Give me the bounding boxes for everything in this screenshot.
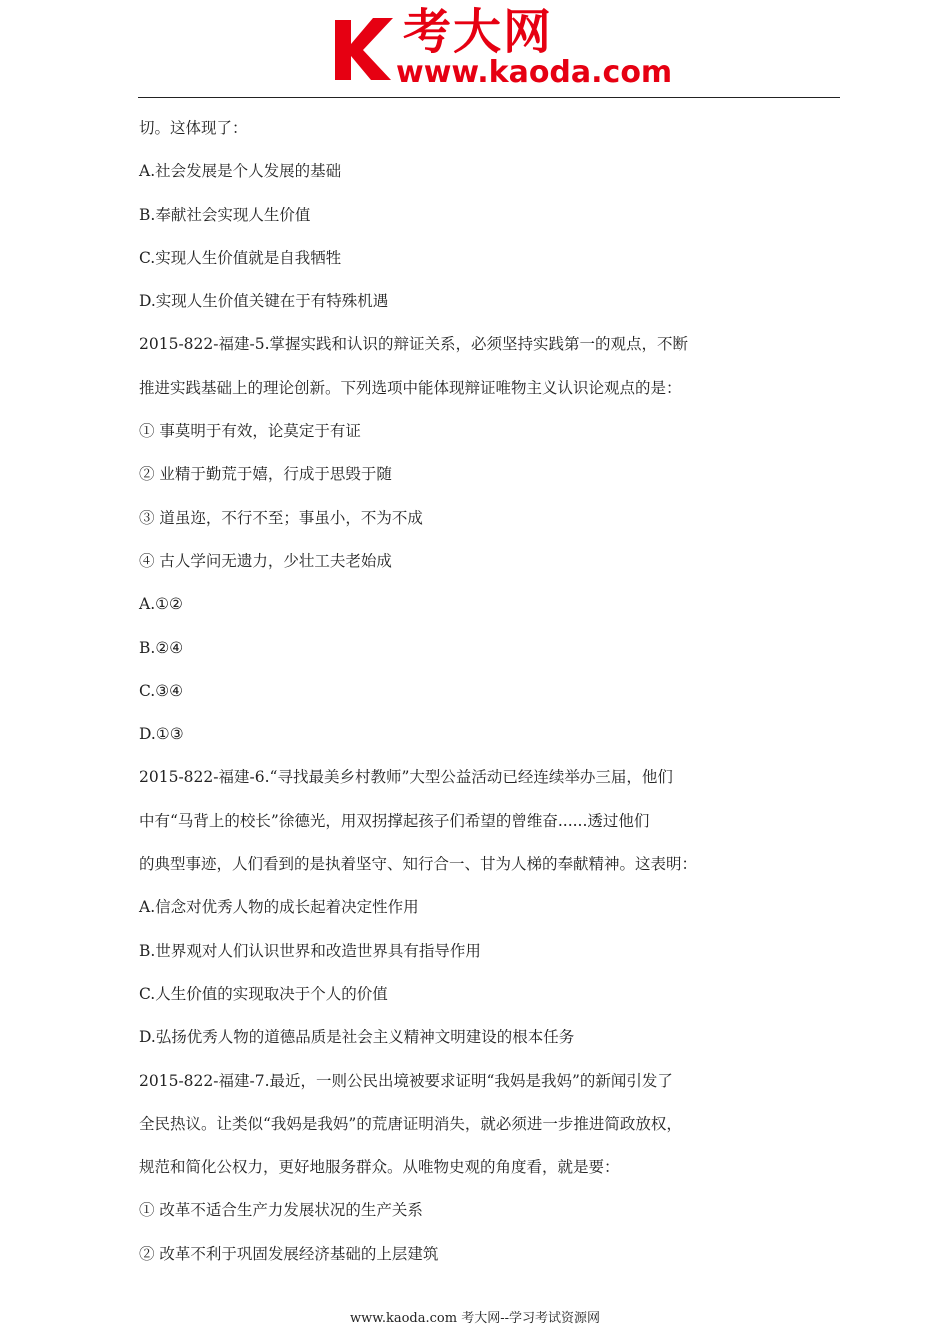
question-line: 中有“马背上的校长”徐德光，用双拐撑起孩子们希望的曾维奋......透过他们 (139, 811, 650, 830)
page-header (0, 0, 950, 100)
option-line: B.奉献社会实现人生价值 (139, 205, 311, 224)
question-line: 全民热议。让类似“我妈是我妈”的荒唐证明消失，就必须进一步推进简政放权， (139, 1114, 682, 1133)
option-line: D.①③ (139, 725, 184, 744)
kaoda-k-logo-icon (333, 14, 395, 82)
statement-line: ③ 道虽迩，不行不至；事虽小，不为不成 (139, 508, 423, 527)
option-line: C.人生价值的实现取决于个人的价值 (139, 984, 388, 1003)
option-line: B.②④ (139, 638, 184, 657)
question-line: 推进实践基础上的理论创新。下列选项中能体现辩证唯物主义认识论观点的是： (139, 378, 682, 397)
option-line: D.弘扬优秀人物的道德品质是社会主义精神文明建设的根本任务 (139, 1028, 575, 1047)
option-line: A.信念对优秀人物的成长起着决定性作用 (139, 898, 419, 917)
option-line: C.实现人生价值就是自我牺牲 (139, 248, 342, 267)
question-line: 2015-822-福建-7.最近，一则公民出境被要求证明“我妈是我妈”的新闻引发了 (139, 1071, 673, 1090)
question-line: 2015-822-福建-5.掌握实践和认识的辩证关系，必须坚持实践第一的观点，不断 (139, 335, 689, 354)
statement-line: ② 业精于勤荒于嬉，行成于思毁于随 (139, 465, 392, 484)
footer-slogan: --学习考试资源网 (500, 1311, 600, 1326)
question-line: 规范和简化公权力，更好地服务群众。从唯物史观的角度看，就是要： (139, 1158, 620, 1177)
option-line: A.社会发展是个人发展的基础 (139, 162, 342, 181)
option-line: D.实现人生价值关键在于有特殊机遇 (139, 292, 389, 311)
text-line: 切。这体现了： (139, 119, 248, 137)
header-divider (138, 97, 840, 98)
page-footer (0, 1308, 950, 1330)
question-line: 的典型事迹，人们看到的是执着坚守、知行合一、甘为人梯的奉献精神。这表明： (139, 855, 698, 874)
option-line: A.①② (139, 595, 183, 614)
statement-line: ① 事莫明于有效，论莫定于有证 (139, 422, 361, 441)
option-line: C.③④ (139, 681, 184, 700)
logo-chinese-text: 考大网 (403, 4, 554, 60)
logo-url-text: www.kaoda.com (396, 55, 673, 90)
statement-line: ① 改革不适合生产力发展状况的生产关系 (139, 1201, 423, 1220)
document-body (139, 107, 839, 1276)
footer-site-name: 考大网 (457, 1311, 501, 1326)
statement-line: ④ 古人学问无遗力，少壮工夫老始成 (139, 551, 392, 570)
option-line: B.世界观对人们认识世界和改造世界具有指导作用 (139, 941, 481, 960)
statement-line: ② 改革不利于巩固发展经济基础的上层建筑 (139, 1244, 439, 1263)
footer-url-link[interactable]: www.kaoda.com (349, 1311, 458, 1326)
question-line: 2015-822-福建-6.“寻找最美乡村教师”大型公益活动已经连续举办三届，他们 (139, 768, 673, 787)
